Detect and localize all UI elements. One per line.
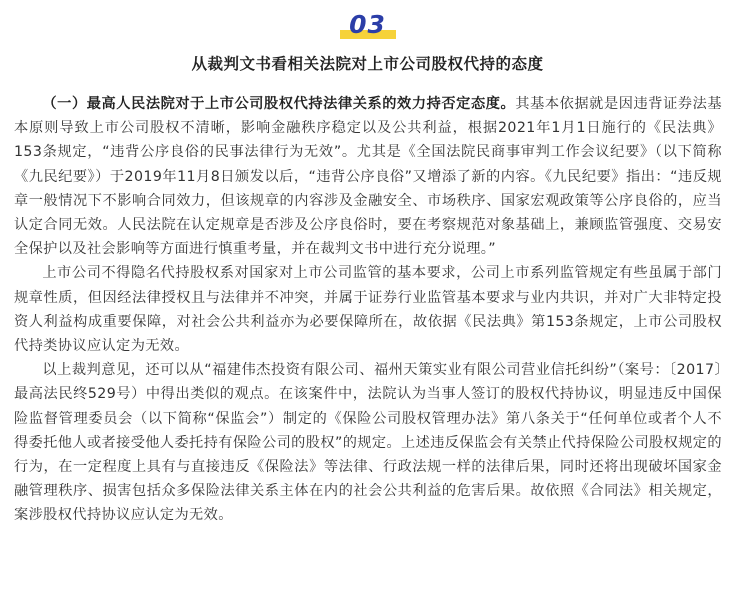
paragraph-3-text: 以上裁判意见，还可以从“福建伟杰投资有限公司、福州天策实业有限公司营业信托纠纷”（案号：〔2017〕最高法民终529号）中得出类似的观点。在该案件中，法院认为当事人签订的股权代持协议，明显违反中国保险监督管理委员会（以下简称“保监会”）制定的《保险公司股权管理办法》第八条关于“任何单位或者个人不得委托他人或者接受他人委托持有保险公司的股权”的规定。上述违反保监会有关禁止代持保险公司股权规定的行为，在一定程度上具有与直接违反《保险法》等法律、行政法规一样的法律后果，同时还将出现破坏国家金融管理秩序、损害包括众多保险法律关系主体在内的社会公共利益的危害后果。故依照《合同法》相关规定，案涉股权代持协议应认定为无效。 <box>14 362 722 524</box>
article-body <box>14 92 722 528</box>
section-number-badge <box>328 8 408 42</box>
section-title: 从裁判文书看相关法院对上市公司股权代持的态度 <box>191 55 544 73</box>
paragraph-1-text: 其基本依据就是因违背证券法基本原则导致上市公司股权不清晰，影响金融秩序稳定以及公共利益，根据2021年1月1日施行的《民法典》153条规定，“违背公序良俗的民事法律行为无效”。尤其是《全国法院民商事审判工作会议纪要》（以下简称《九民纪要》）于2019年11月8日颁发以后，“违背公序良俗”又增添了新的内容。《九民纪要》指出：“违反规章一般情况下不影响合同效力，但该规章的内容涉及金融安全、市场秩序、国家宏观政策等公序良俗的，应当认定合同无效。人民法院在认定规章是否涉及公序良俗时，要在考察规范对象基础上，兼顾监管强度、交易安全保护以及社会影响等方面进行慎重考量，并在裁判文书中进行充分说理。” <box>14 96 722 258</box>
paragraph-3 <box>14 358 722 527</box>
paragraph-2-text: 上市公司不得隐名代持股权系对国家对上市公司监管的基本要求，公司上市系列监管规定有些虽属于部门规章性质，但因经法律授权且与法律并不冲突，并属于证券行业监管基本要求与业内共识，并对广大非特定投资人利益构成重要保障，对社会公共利益亦为必要保障所在，故依据《民法典》第153条规定，上市公司股权代持类协议应认定为无效。 <box>14 265 722 355</box>
section-number: 03 <box>349 10 386 39</box>
section-header <box>0 8 735 76</box>
paragraph-1-lead: （一）最高人民法院对于上市公司股权代持法律关系的效力持否定态度。 <box>42 96 516 112</box>
paragraph-2 <box>14 261 722 358</box>
paragraph-1 <box>14 92 722 261</box>
